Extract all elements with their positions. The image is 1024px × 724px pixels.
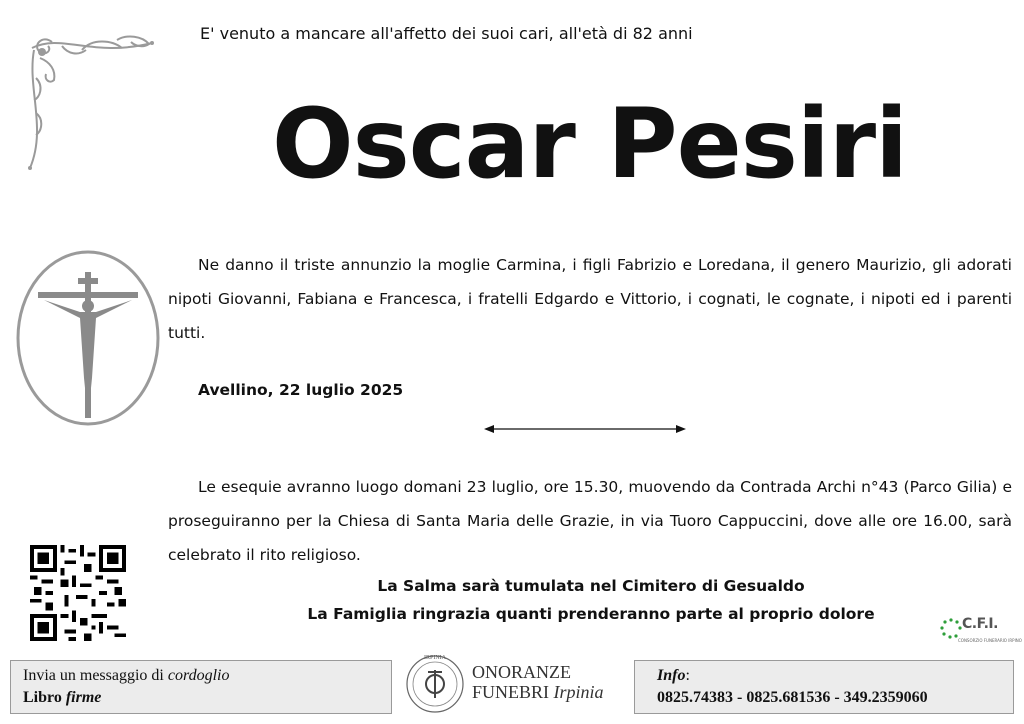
funeral-text: Le esequie avranno luogo domani 23 luglio, ore 15.30, muovendo da Contrada Archi n°43 (Parco Gilia) e proseguiranno per la Chiesa di Santa Maria delle Grazie, in via Tuoro Cappuccini, dove alle ore 16.00, sarà celebrato il rito religioso. [168,478,1012,564]
announcement-paragraph [168,248,1012,350]
guestbook-link[interactable] [23,687,379,709]
announcement-text: Ne danno il triste annunzio la moglie Carmina, i figli Fabrizio e Loredana, il genero Maurizio, gli adorati nipoti Giovanni, Fabiana e Francesca, i fratelli Edgardo e Vittorio, i cognati, le cognate, i nipoti ed i parenti tutti. [168,256,1012,342]
intro-text: E' venuto a mancare all'affetto dei suoi cari, all'età di 82 anni [200,24,693,43]
brand-line-2b: Irpinia [553,682,604,702]
condolence-prefix: Invia un messaggio di [23,667,168,684]
funeral-home-name [472,662,604,702]
cfi-mark: C.F.I. [962,616,998,632]
phone-numbers[interactable]: 0825.74383 - 0825.681536 - 349.2359060 [657,689,928,706]
crucifix-icon [14,248,162,428]
place-date: Avellino, 22 luglio 2025 [198,381,404,399]
brand-line-2a: FUNEBRI [472,682,554,702]
guestbook-em: firme [65,689,102,706]
info-box [634,660,1014,714]
qr-code-icon[interactable] [30,545,126,641]
cfi-subtitle: CONSORZIO FUNERARIO IRPINO [958,638,1022,643]
burial-line: La Salma sarà tumulata nel Cimitero di Gesualdo [377,577,805,595]
cfi-dots-icon [940,618,962,640]
condolence-link[interactable] [23,665,379,687]
brand-line-2 [472,682,604,702]
logo-top-text: IRPINIA [424,655,446,661]
info-label-row [657,665,991,687]
guestbook-prefix: Libro [23,689,66,706]
condolence-em: cordoglio [167,667,230,684]
brand-line-1: ONORANZE [472,662,571,682]
deceased-name: Oscar Pesiri [272,88,907,200]
info-colon: : [685,667,690,684]
condolence-box[interactable] [10,660,392,714]
thanks-line: La Famiglia ringrazia quanti prenderanno parte al proprio dolore [307,605,875,623]
cfi-logo [940,616,1022,650]
funeral-paragraph [168,470,1012,572]
info-label: Info [657,667,686,684]
funeral-home-logo-icon [404,650,466,716]
double-arrow-divider-icon [482,422,688,436]
